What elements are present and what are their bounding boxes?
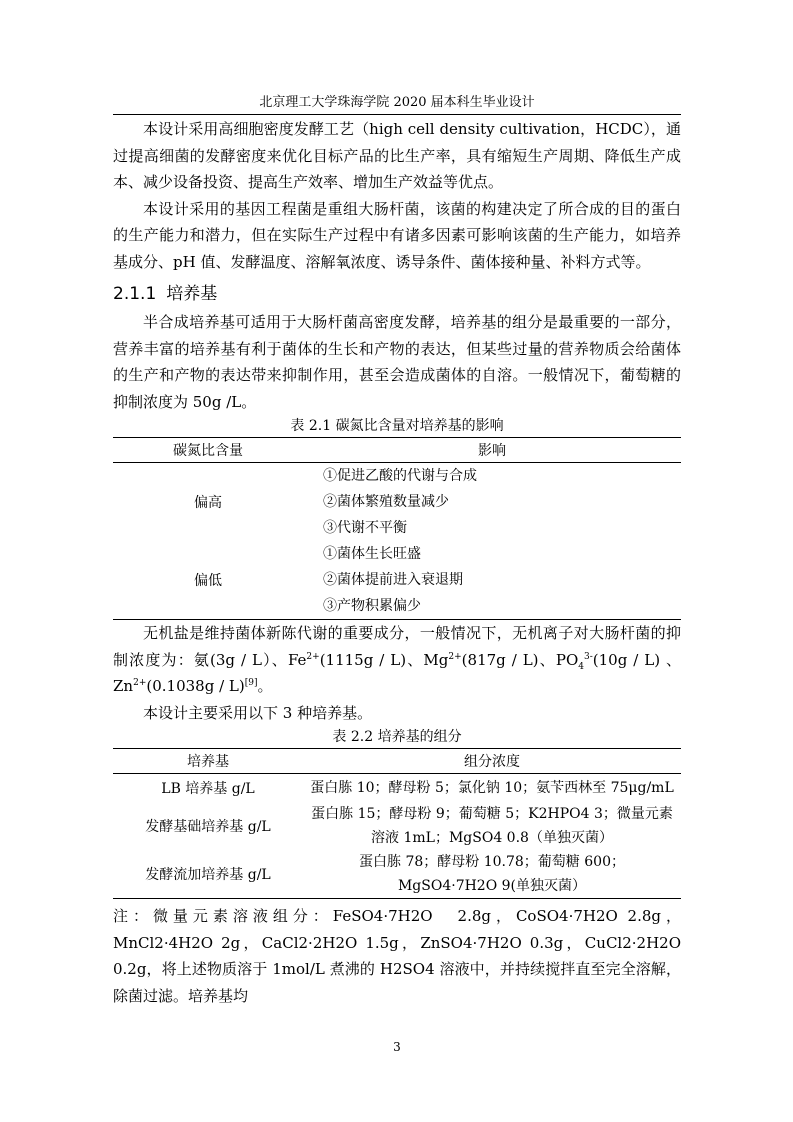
- table-row: [113, 850, 681, 899]
- superscript: 2+: [448, 651, 462, 662]
- table1-ratio-high: 偏高: [194, 495, 222, 511]
- subscript: 4: [578, 661, 584, 672]
- intro-paragraph-2: 本设计采用的基因工程菌是重组大肠杆菌，该菌的构建决定了所合成的目的蛋白的生产能力和潜力，但在实际生产过程中有诸多因素可影响该菌的生产能力，如培养基成分、pH 值、发酵温度、溶解氧浓度、诱导条件、菌体接种量、补料方式等。: [113, 199, 681, 271]
- table1-effects-low: [303, 541, 681, 620]
- table1-header-ratio: 碳氮比含量: [113, 438, 303, 463]
- effect-item: ①菌体生长旺盛: [323, 546, 421, 562]
- table-row: [113, 541, 681, 620]
- medium-composition: [303, 850, 681, 899]
- inorganic-text: 无机盐是维持菌体新陈代谢的重要成分，一般情况下，无机离子对大肠杆菌的抑制浓度为：氨(3g / L）、Fe: [113, 624, 681, 669]
- cn-ratio-table: [113, 437, 681, 620]
- effect-item: ①促进乙酸的代谢与合成: [323, 468, 477, 484]
- inorganic-text: (0.1038g / L): [146, 677, 245, 695]
- effect-item: ③代谢不平衡: [323, 520, 407, 536]
- table1-caption: 表 2.1 碳氮比含量对培养基的影响: [290, 418, 504, 434]
- table-row: [113, 802, 681, 850]
- medium-name: LB 培养基 g/L: [161, 781, 255, 797]
- effect-item: ③产物积累偏少: [323, 598, 421, 614]
- inorganic-paragraph: [113, 620, 681, 700]
- table1-header-effect: 影响: [303, 438, 681, 463]
- inorganic-text: 。: [257, 677, 273, 695]
- composition-line: 蛋白胨 15；酵母粉 9；葡萄糖 5；K2HPO4 3；微量元素: [311, 806, 673, 822]
- composition-line: 蛋白胨 10；酵母粉 5；氯化钠 10；氨苄西林至 75μg/mL: [310, 780, 674, 796]
- table2-header-composition: 组分浓度: [303, 749, 681, 774]
- table-row: [113, 463, 681, 542]
- section-title: 培养基: [166, 284, 218, 304]
- section-heading: [113, 281, 681, 307]
- superscript: 2+: [306, 651, 320, 662]
- effect-item: ②菌体繁殖数量减少: [323, 494, 449, 510]
- medium-composition-table: [113, 748, 681, 899]
- table1-ratio-low: 偏低: [113, 541, 303, 620]
- table2-header-row: [113, 749, 681, 774]
- table1-effects-high: [303, 463, 681, 542]
- medium-composition: [303, 774, 681, 803]
- page-number: 3: [393, 1040, 401, 1054]
- composition-line: 蛋白胨 78；酵母粉 10.78；葡萄糖 600；: [359, 854, 625, 870]
- table-row: [113, 774, 681, 803]
- citation-ref: [9]: [244, 678, 258, 688]
- superscript: 3-: [583, 651, 593, 662]
- inorganic-text: (817g / L)、PO: [461, 650, 579, 669]
- header-rule: [113, 114, 681, 115]
- inorganic-text: (10g / L) 、Zn: [113, 650, 681, 695]
- composition-line: MgSO4·7H2O 9(单独灭菌）: [397, 878, 587, 894]
- medium-name: 发酵流加培养基 g/L: [113, 850, 303, 899]
- medium-paragraph: 半合成培养基可适用于大肠杆菌高密度发酵，培养基的组分是最重要的一部分，营养丰富的培养基有利于菌体的生长和产物的表达，但某些过量的营养物质会给菌体的生产和产物的表达带来抑制作用，甚至会造成菌体的自溶。一般情况下，葡萄糖的抑制浓度为 50g /L。: [113, 313, 681, 411]
- table2-caption: 表 2.2 培养基的组分: [332, 729, 462, 745]
- section-number: 2.1.1: [113, 284, 157, 304]
- medium-composition: [303, 802, 681, 850]
- page-header: 北京理工大学珠海学院 2020 届本科生毕业设计: [259, 95, 535, 110]
- table-note: 注：微量元素溶液组分：FeSO4·7H2O 2.8g，CoSO4·7H2O 2.8g，MnCl2·4H2O 2g，CaCl2·2H2O 1.5g，ZnSO4·7H2O 0.3g，CuCl2·2H2O 0.2g，将上述物质溶于 1mol/L 煮沸的 H2SO4 溶液中，并持续搅拌直至完全溶解，除菌过滤。培养基均: [113, 907, 681, 1005]
- page-content: [113, 116, 681, 1009]
- medium-name: 发酵基础培养基 g/L: [145, 819, 271, 835]
- medium-use-paragraph: 本设计主要采用以下 3 种培养基。: [143, 703, 373, 722]
- effect-item: ②菌体提前进入衰退期: [323, 572, 463, 588]
- table2-header-medium: 培养基: [113, 749, 303, 774]
- inorganic-text: (1115g / L)、Mg: [319, 650, 449, 669]
- composition-line: 溶液 1mL；MgSO4 0.8（单独灭菌）: [371, 830, 613, 846]
- table1-header-row: [113, 438, 681, 463]
- superscript: 2+: [133, 678, 147, 688]
- intro-paragraph-1: 本设计采用高细胞密度发酵工艺（high cell density cultivation，HCDC），通过提高细菌的发酵密度来优化目标产品的比生产率，具有缩短生产周期、降低生产成本、减少设备投资、提高生产效率、增加生产效益等优点。: [113, 120, 681, 191]
